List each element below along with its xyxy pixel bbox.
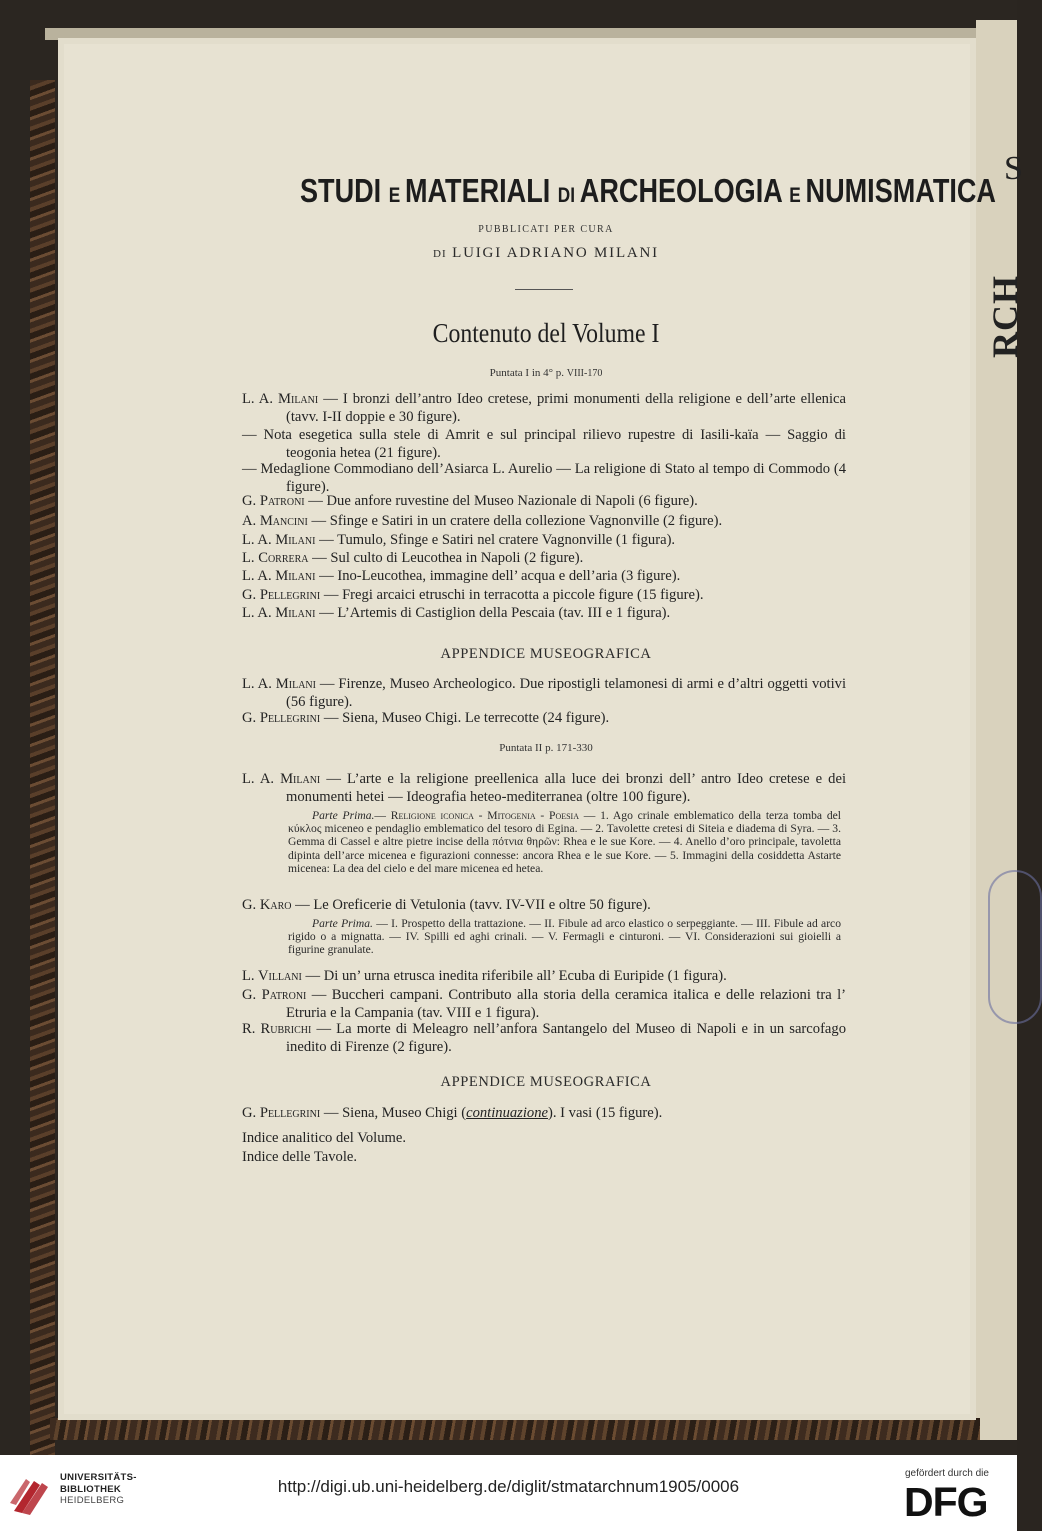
- toc-entry: [242, 427, 846, 462]
- entry-author: L. A. Milani: [242, 771, 321, 787]
- entry-author: G. Patroni: [242, 987, 307, 1003]
- toc-entry: [242, 550, 846, 568]
- entry-title: — La morte di Meleagro nell’anfora Santangelo del Museo di Napoli e in un sarcofago inedito di Firenze (2 figure).: [286, 1021, 846, 1055]
- entry-author: —: [242, 427, 257, 443]
- appendix-heading-2: APPENDICE MUSEOGRAFICA: [440, 1074, 652, 1090]
- appendix-entry-pellegrini: G. Pellegrini — Siena, Museo Chigi (continuazione). I vasi (15 figure).: [242, 1105, 663, 1121]
- appendix-heading-1: APPENDICE MUSEOGRAFICA: [440, 646, 652, 662]
- marbled-cover-left: [30, 80, 55, 1460]
- toc-entry: [242, 587, 846, 605]
- entry-title: Nota esegetica sulla stele di Amrit e sul principal rilievo rupestre di Iasili-kaïa — Saggio di teogonia hetea (21 figure).: [256, 427, 846, 461]
- toc-entry: [242, 513, 846, 531]
- library-stamp: [988, 870, 1042, 1024]
- title-part: DI: [557, 184, 580, 207]
- title-part: ARCHEOLOGIA: [579, 172, 790, 209]
- marbled-cover-bottom: [50, 1418, 980, 1440]
- toc-entry: [242, 605, 846, 623]
- funding-caption: gefördert durch die: [905, 1468, 989, 1479]
- spine-title-fragment: RCH: [985, 275, 1025, 358]
- toc-entry: [242, 461, 846, 496]
- entry-title: — Siena, Museo Chigi. Le terrecotte (24 figure).: [320, 710, 610, 726]
- title-part: STUDI: [300, 172, 389, 209]
- entry-title: — Sul culto di Leucothea in Napoli (2 figure).: [308, 550, 584, 566]
- entry-title: — Tumulo, Sfinge e Satiri nel cratere Vagnonville (1 figura).: [315, 532, 676, 548]
- entry-author: L. A. Milani: [242, 532, 316, 548]
- permalink-url[interactable]: http://digi.ub.uni-heidelberg.de/diglit/stmatarchnum1905/0006: [277, 1477, 740, 1496]
- entry-author: L. A. Milani: [242, 605, 316, 621]
- title-part: NUMISMATICA: [805, 172, 996, 209]
- entry-title: — Buccheri campani. Contributo alla storia della ceramica italica e delle relazioni tra l’ Etruria e la Campania (tav. VIII e 1 figura).: [286, 987, 846, 1021]
- toc-entry: [242, 771, 846, 806]
- puntata-1-label: Puntata I in 4° p. VIII-170: [489, 367, 603, 379]
- dfg-logo[interactable]: DFG: [904, 1479, 988, 1525]
- entry-title: — L’Artemis di Castiglion della Pescaia (tav. III e 1 figura).: [315, 605, 671, 621]
- toc-entry: [242, 987, 846, 1022]
- toc-entry: [242, 710, 846, 728]
- entry-author: G. Patroni: [242, 493, 305, 509]
- title-part: E: [388, 184, 405, 207]
- entry-title: — Ino-Leucothea, immagine dell’ acqua e dell’aria (3 figure).: [315, 568, 681, 584]
- university-library-name: UNIVERSITÄTS- BIBLIOTHEK HEIDELBERG: [60, 1472, 137, 1506]
- entry-title: — L’arte e la religione preellenica alla luce dei bronzi dell’ antro Ideo cretese e dei monumenti hetei — Ideografia heteo-mediterranea (oltre 100 figure).: [286, 771, 846, 805]
- puntata-2-label: Puntata II p. 171-330: [499, 742, 593, 754]
- toc-entry: [242, 568, 846, 586]
- entry-title: — I bronzi dell’antro Ideo cretese, primi monumenti della religione e dell’arte ellenica (tavv. I-II doppie e 30 figure).: [286, 391, 846, 425]
- index-analytic: Indice analitico del Volume.: [242, 1130, 407, 1146]
- toc-entry: [242, 532, 846, 550]
- title-part: MATERIALI: [404, 172, 558, 209]
- note-karo: Parte Prima. — I. Prospetto della trattazione. — II. Fibule ad arco elastico o serpeggiante. — III. Fibule ad arco rigido o a mignatta. — IV. Spilli ed aghi crinali. — V. Fermagli e cinturoni. — VI. Considerazioni sui gioielli a figurine granulate.: [288, 917, 841, 957]
- entry-author: R. Rubrichi: [242, 1021, 312, 1037]
- entry-title: — Due anfore ruvestine del Museo Nazionale di Napoli (6 figure).: [304, 493, 698, 509]
- entry-title: — Di un’ urna etrusca inedita riferibile all’ Ecuba di Euripide (1 figura).: [301, 968, 727, 984]
- editor-name: LUIGI ADRIANO MILANI: [452, 245, 659, 261]
- index-plates: Indice delle Tavole.: [242, 1149, 358, 1165]
- entry-author: L. A. Milani: [242, 568, 316, 584]
- divider: [515, 289, 573, 290]
- editor-line: DI LUIGI ADRIANO MILANI: [433, 245, 659, 261]
- published-by: PUBBLICATI PER CURA: [478, 224, 614, 235]
- entry-title: Medaglione Commodiano dell’Asiarca L. Aurelio — La religione di Stato al tempo di Commodo (4 figure).: [256, 461, 846, 495]
- entry-title: — Sfinge e Satiri in un cratere della collezione Vagnonville (2 figure).: [307, 513, 723, 529]
- toc-entry: [242, 968, 846, 986]
- toc-entry: [242, 493, 846, 511]
- entry-author: G. Pellegrini: [242, 587, 321, 603]
- entry-author: L. Correra: [242, 550, 309, 566]
- adjacent-page-edge: [976, 20, 1025, 1440]
- toc-entry: [242, 391, 846, 426]
- entry-author: L. Villani: [242, 968, 302, 984]
- spine-letter: S: [1004, 150, 1023, 187]
- entry-title: — Fregi arcaici etruschi in terracotta a piccole figure (15 figure).: [320, 587, 704, 603]
- viewer-footer: [0, 1455, 1017, 1531]
- entry-author: G. Pellegrini: [242, 710, 321, 726]
- entry-author: L. A. Milani: [242, 391, 319, 407]
- entry-title: — Firenze, Museo Archeologico. Due ripostigli telamonesi di armi e d’altri oggetti votivi (56 figure).: [286, 676, 846, 710]
- entry-author: A. Mancini: [242, 513, 308, 529]
- toc-entry: [242, 1021, 846, 1056]
- note-milani: Parte Prima.— Religione iconica - Mitogenia - Poesia — 1. Ago crinale emblematico della terza tomba del κύκλος miceneo e pendaglio emblematico del tesoro di Egina. — 2. Tavolette cretesi di Siteia e diadema di Syra. — 3. Gemma di Cassel e altre pietre incise della πότνια θηρῶν: Rhea e le sue Kore. — 4. Anello d’oro principale, tavoletta dipinta dell’arce micenea e figurazioni connesse: ancora Rhea e le sue Kore. — 5. Immagini della cosiddetta Astarte micenea: La dea del cielo e del mare micenea ed hetea.: [288, 809, 841, 875]
- toc-entry: [242, 676, 846, 711]
- series-title: [300, 172, 996, 210]
- entry-author: L. A. Milani: [242, 676, 316, 692]
- contents-heading: Contenuto del Volume I: [432, 318, 660, 348]
- entry-author: —: [242, 461, 257, 477]
- entry-karo: G. Karo — Le Oreficerie di Vetulonia (tavv. IV-VII e oltre 50 figure).: [242, 897, 651, 913]
- title-part: E: [789, 184, 806, 207]
